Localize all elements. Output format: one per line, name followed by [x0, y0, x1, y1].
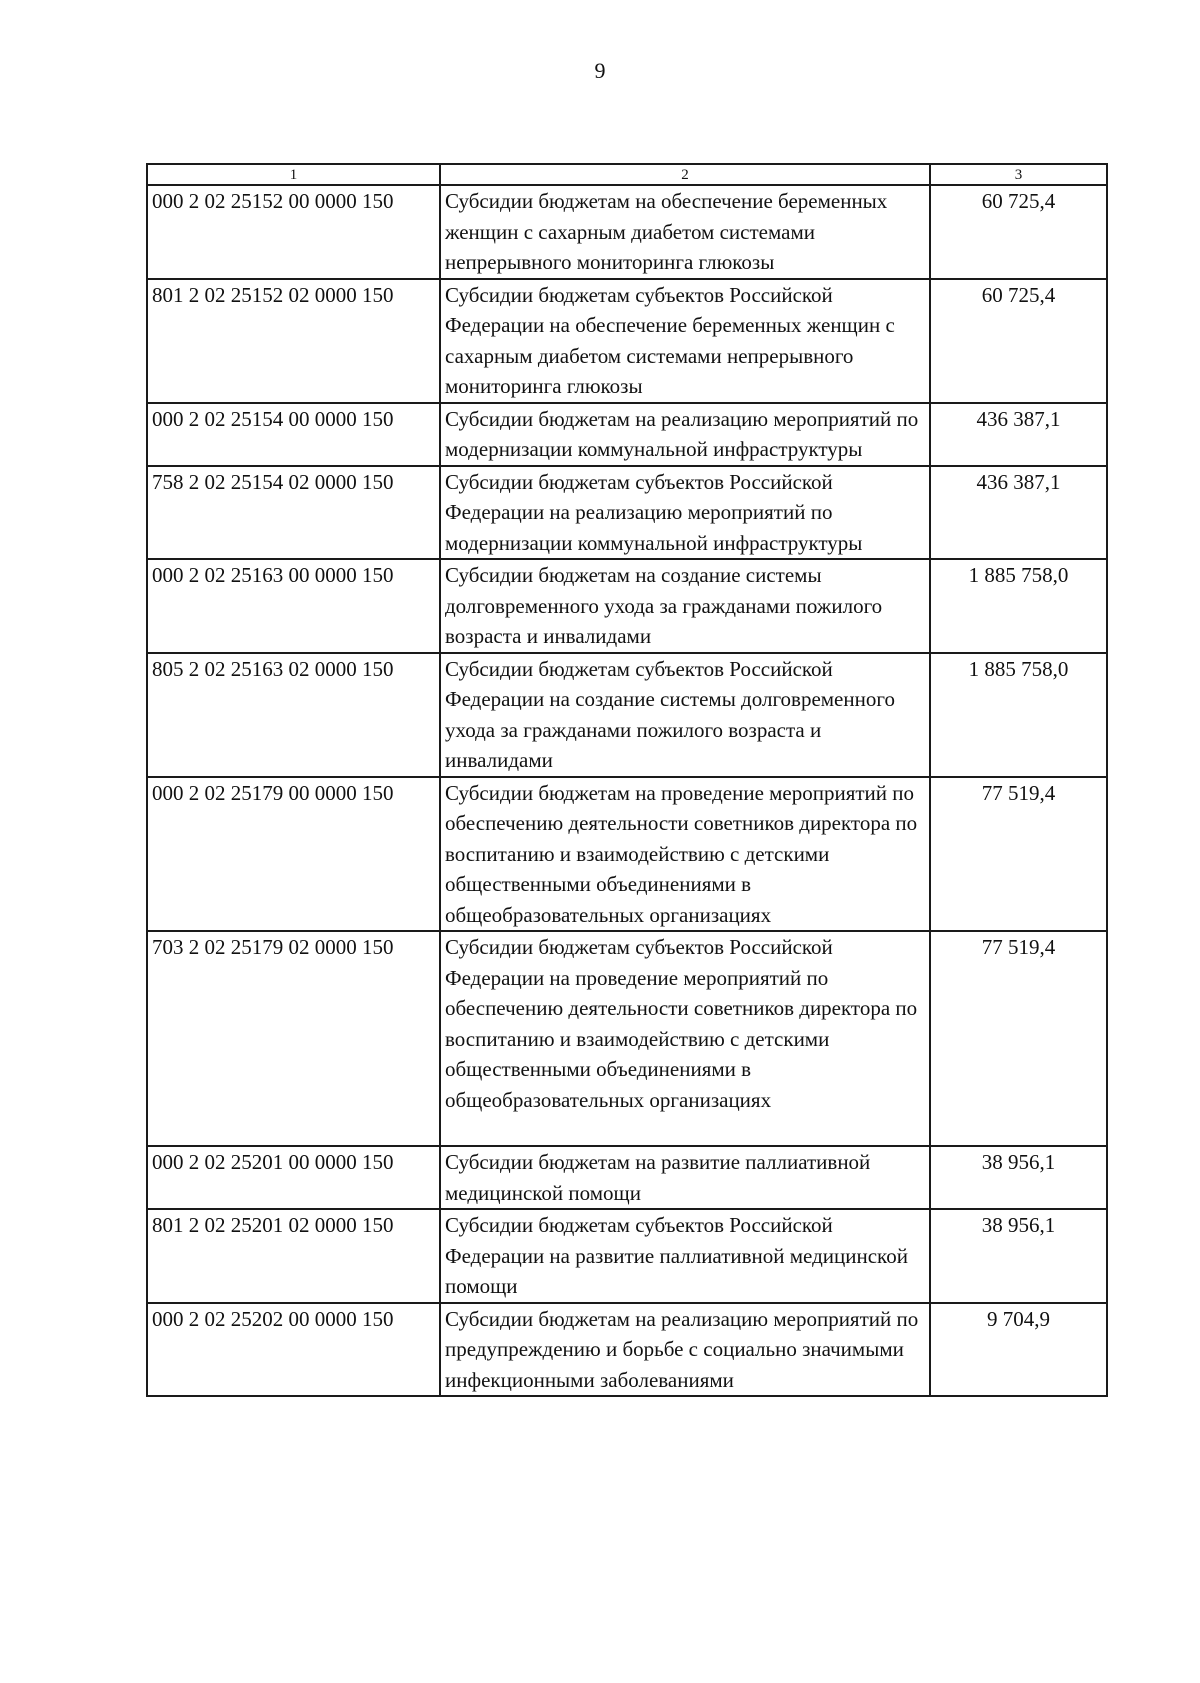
table-row [147, 931, 1107, 1146]
budget-code-cell: 000 2 02 25179 00 0000 150 [147, 777, 440, 932]
description-cell: Субсидии бюджетам на проведение мероприятий по обеспечению деятельности советников директора по воспитанию и взаимодействию с детскими общественными объединениями в общеобразовательных организациях [440, 777, 930, 932]
description-cell: Субсидии бюджетам субъектов Российской Федерации на создание системы долговременного ухода за гражданами пожилого возраста и инвалидами [440, 653, 930, 777]
budget-code-cell: 000 2 02 25202 00 0000 150 [147, 1303, 440, 1397]
budget-code-cell: 000 2 02 25201 00 0000 150 [147, 1146, 440, 1209]
budget-code-cell: 000 2 02 25163 00 0000 150 [147, 559, 440, 653]
table-row [147, 1146, 1107, 1209]
amount-cell: 60 725,4 [930, 279, 1107, 403]
budget-code-cell: 000 2 02 25154 00 0000 150 [147, 403, 440, 466]
table-header-row [147, 164, 1107, 185]
amount-cell: 77 519,4 [930, 931, 1107, 1146]
amount-cell: 436 387,1 [930, 466, 1107, 560]
page-number: 9 [594, 58, 606, 83]
amount-cell: 60 725,4 [930, 185, 1107, 279]
budget-code-cell: 000 2 02 25152 00 0000 150 [147, 185, 440, 279]
budget-code-cell: 805 2 02 25163 02 0000 150 [147, 653, 440, 777]
budget-code-cell: 801 2 02 25152 02 0000 150 [147, 279, 440, 403]
table-row [147, 1209, 1107, 1303]
table-row [147, 777, 1107, 932]
amount-cell: 77 519,4 [930, 777, 1107, 932]
table-row [147, 653, 1107, 777]
budget-code-cell: 703 2 02 25179 02 0000 150 [147, 931, 440, 1146]
column-header-code: 1 [147, 164, 440, 185]
description-cell: Субсидии бюджетам субъектов Российской Федерации на реализацию мероприятий по модернизации коммунальной инфраструктуры [440, 466, 930, 560]
table-row [147, 559, 1107, 653]
table-row [147, 403, 1107, 466]
description-cell: Субсидии бюджетам на создание системы долговременного ухода за гражданами пожилого возраста и инвалидами [440, 559, 930, 653]
column-header-amount: 3 [930, 164, 1107, 185]
table-row [147, 466, 1107, 560]
amount-cell: 1 885 758,0 [930, 559, 1107, 653]
amount-cell: 9 704,9 [930, 1303, 1107, 1397]
description-cell: Субсидии бюджетам субъектов Российской Федерации на проведение мероприятий по обеспечению деятельности советников директора по воспитанию и взаимодействию с детскими общественными объединениями в общеобразовательных организациях [440, 931, 930, 1146]
description-cell: Субсидии бюджетам на реализацию мероприятий по модернизации коммунальной инфраструктуры [440, 403, 930, 466]
table-row [147, 1303, 1107, 1397]
description-cell: Субсидии бюджетам на обеспечение беременных женщин с сахарным диабетом системами непрерывного мониторинга глюкозы [440, 185, 930, 279]
table-row [147, 279, 1107, 403]
column-header-description: 2 [440, 164, 930, 185]
description-cell: Субсидии бюджетам на развитие паллиативной медицинской помощи [440, 1146, 930, 1209]
budget-code-cell: 758 2 02 25154 02 0000 150 [147, 466, 440, 560]
table-row [147, 185, 1107, 279]
amount-cell: 38 956,1 [930, 1146, 1107, 1209]
budget-code-cell: 801 2 02 25201 02 0000 150 [147, 1209, 440, 1303]
amount-cell: 38 956,1 [930, 1209, 1107, 1303]
description-cell: Субсидии бюджетам субъектов Российской Федерации на обеспечение беременных женщин с сахарным диабетом системами непрерывного мониторинга глюкозы [440, 279, 930, 403]
budget-revenue-table [146, 163, 1108, 1397]
amount-cell: 1 885 758,0 [930, 653, 1107, 777]
amount-cell: 436 387,1 [930, 403, 1107, 466]
description-cell: Субсидии бюджетам субъектов Российской Федерации на развитие паллиативной медицинской помощи [440, 1209, 930, 1303]
description-cell: Субсидии бюджетам на реализацию мероприятий по предупреждению и борьбе с социально значимыми инфекционными заболеваниями [440, 1303, 930, 1397]
